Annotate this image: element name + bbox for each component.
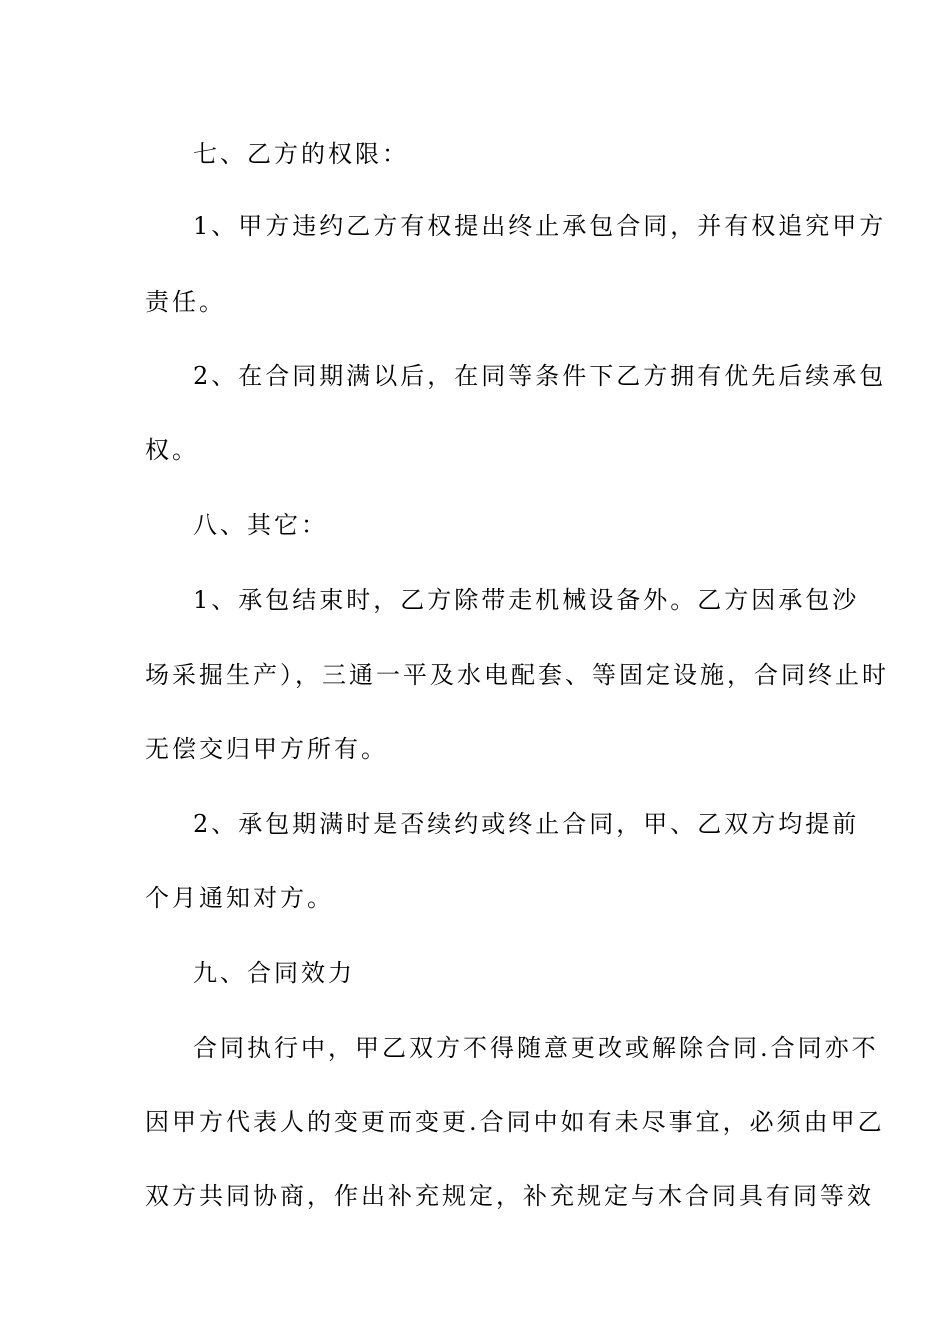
section-heading-9: 九、合同效力 xyxy=(193,959,355,987)
paragraph-line: 权。 xyxy=(145,436,199,464)
section-heading-7: 七、乙方的权限： xyxy=(193,140,409,168)
paragraph-line: 因甲方代表人的变更而变更.合同中如有未尽事宜，必须由甲乙 xyxy=(145,1108,885,1136)
paragraph-line: 场采掘生产），三通一平及水电配套、等固定设施，合同终止时 xyxy=(145,661,889,689)
paragraph-line: 无偿交归甲方所有。 xyxy=(145,735,388,763)
paragraph-line: 1、甲方违约乙方有权提出终止承包合同，并有权追究甲方 xyxy=(193,212,887,240)
paragraph-line: 2、承包期满时是否续约或终止合同，甲、乙双方均提前 xyxy=(193,810,860,838)
paragraph-line: 2、在合同期满以后，在同等条件下乙方拥有优先后续承包 xyxy=(193,362,887,390)
paragraph-line: 合同执行中，甲乙双方不得随意更改或解除合同.合同亦不 xyxy=(193,1034,879,1062)
section-heading-8: 八、其它： xyxy=(193,511,328,539)
paragraph-line: 责任。 xyxy=(145,288,226,316)
paragraph-line: 1、承包结束时，乙方除带走机械设备外。乙方因承包沙 xyxy=(193,586,860,614)
paragraph-line: 个月通知对方。 xyxy=(145,884,334,912)
paragraph-line: 双方共同协商，作出补充规定，补充规定与木合同具有同等效 xyxy=(145,1182,874,1210)
